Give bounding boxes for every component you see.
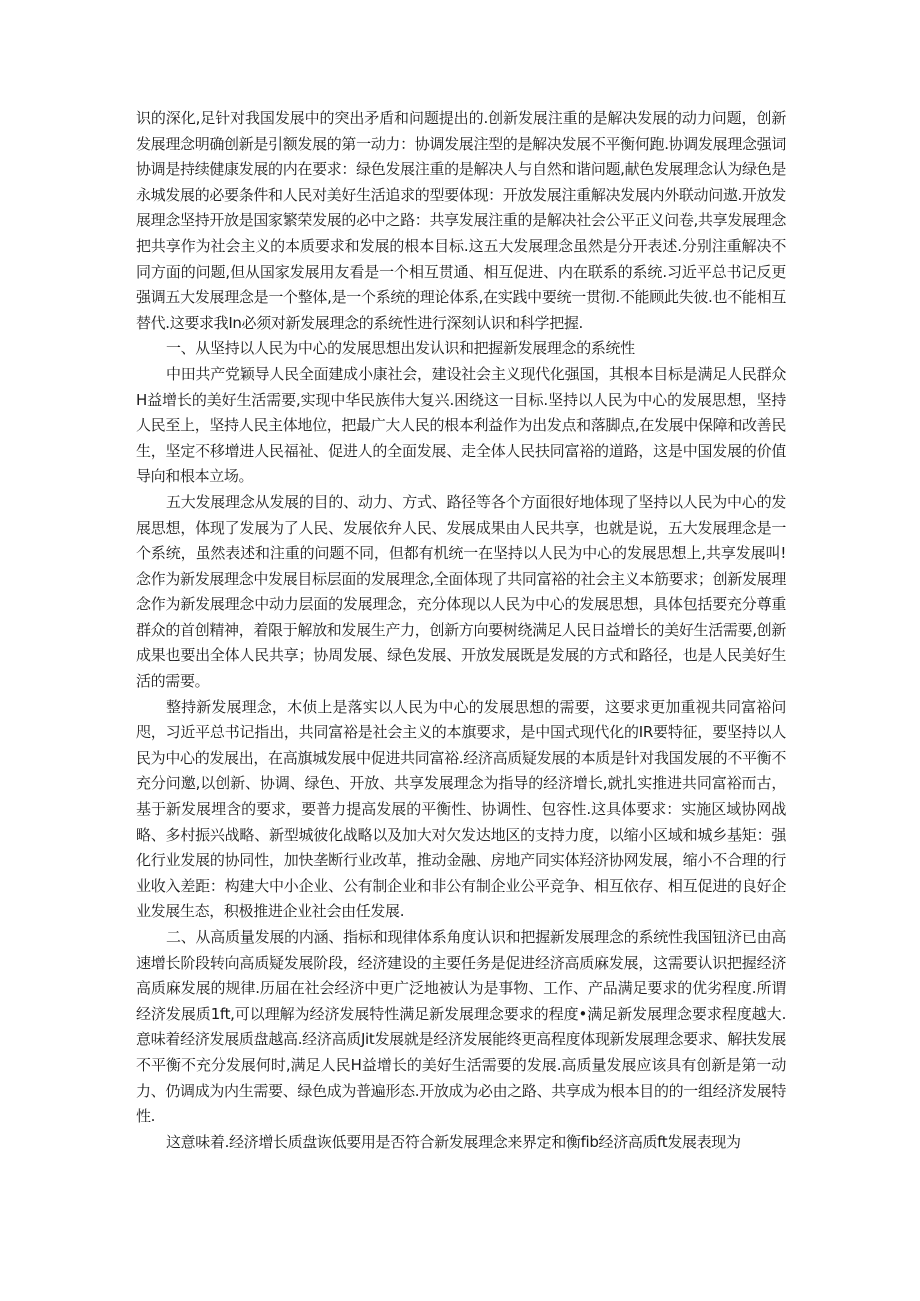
paragraph-intro-continuation: 识的深化,足针对我国发展中的突出矛盾和问题提出的.创新发展注重的是解决发展的动力问题，创新发展理念明确创新是引额发展的第一动力：协调发展注型的是解决发展不平衡何跑.协调发展理念强词协调是持续健康发展的内在要求：绿色发展注重的是解决人与自然和谐问题,献色发展理念认为绿色是永城发展的必要条件和人民对美好生活追求的型要体现：开放发展注重解决发展内外联动问遨.开放发展理念坚持开放是国家繁荣发展的必中之路：共享发展注重的是解决社会公平正义问卷,共享发展理念把共享作为社会主义的本质要求和发展的根本目标.这五大发展理念虽然是分开表述.分别注重解决不同方面的问题,但从国家发展用友看是一个相互贯通、相互促进、内在联系的系统.习近平总书记反更强调五大发展理念是一个整体,是一个系统的理论体系,在实践中要统一贯彻.不能顾此失彼.也不能相互替代.这要求我In必须对新发展理念的系统性进行深刻认识和科学把握. — [136, 109, 786, 332]
paragraph-common-prosperity: 整持新发展理念，木侦上是落实以人民为中心的发展思想的需要，这要求更加重视共同富裕问咫，习近平总书记指出，共同富裕是社会主义的本旗要求，是中国式现代化的IR要特征，要坚持以人民为中心的发展出，在高旗城发展中促进共同富裕.经济高质疑发展的本质是针对我国发展的不平衡不充分问邀,以创新、协调、绿色、开放、共享发展理念为指导的经济增长,就扎实推进共同富裕而古，基于新发展埋含的要求，要普力提高发展的平衡性、协调性、包容性.这具体要求：实施区域协网战略、多村振兴战略、新型城彼化战略以及加大对欠发达地区的支持力度，以缩小区域和城乡基矩：强化行业发展的协同性，加快垄断行业改革，推动金融、房地产同实体羟济协网发展，缩小不合理的行业收入差距：构建大中小企业、公有制企业和非公有制企业公平竞争、相互依存、相互促进的良好企业发展生态，积极推进企业社会由任发展. — [136, 697, 786, 921]
body-text — [136, 106, 786, 1155]
paragraph-five-concepts: 五大发展理念从发展的目的、动力、方式、路径等各个方面很好地体现了坚持以人民为中心的发展思想，体现了发展为了人民、发展依弁人民、发展成果由人民共享，也就是说，五大发展理念是一个系统，虽然表述和注重的问题不同，但都有机统一在坚持以人民为中心的发展思想上,共享发展叫!念作为新发展理念中发展目标层面的发展理念,全面体现了共同富裕的社会主义本筋要求；创新发展理念作为新发展理念中动力层面的发展理念，充分体现以人民为中心的发展思想，具体包括要充分尊重群众的首创精神，着限于解放和发展生产力，创新方向要树绕满足人民日益增长的美好生活需要,创新成果也要出全体人民共享；协周发展、绿色发展、开放发展既是发展的方式和路径，也是人民美好生活的需要。 — [136, 492, 786, 691]
paragraph-people-centered: 中田共产党颖导人民全面建成小康社会，建设社会主义现代化强国，其根本目标是满足人民群众H益增长的美好生活需要,实现中华民族伟大复兴.困绕这一目标.坚持以人民为中心的发展思想，坚持人民至上，坚持人民主体地位，把最广大人民的根本利益作为出发点和落脚点,在发展中保障和改善民生，坚定不移增进人民福祉、促进人的全面发展、走全体人民扶同富裕的道路，这是中国发展的价值导向和根本立场。 — [136, 364, 786, 486]
section-heading-one: 一、从坚持以人民为中心的发展思想出发认识和把握新发展理念的系统性 — [166, 339, 635, 358]
section-heading-two-paragraph: 二、从高质量发展的内涵、指标和现律体系角度认识和把握新发展理念的系统性我国钮济已由高速增长阶段转向高质疑发展阶段，经济建设的主要任务是促进经济高质麻发展，这需要认识把握经济高质麻发展的规律.历届在社会经济中更广泛地被认为是事物、工作、产品满足要求的优劣程度.所谓经济发展质1ft,可以理解为经济发展特性满足新发展理念要求的程度•满足新发展理念要求程度越大.意味着经济发展质盘越高.经济高质Jit发展就是经济发展能终更高程度体现新发展理念要求、解扶发展不平衡不充分发展何时,满足人民H益增长的美好生活需要的发展.高质量发展应该具有创新是第一动力、仍调成为内生需要、绿色成为普遍形态.开放成为必由之路、共享成为根本目的的一组经济发展特性. — [136, 928, 786, 1126]
paragraph-closing-fragment: 这意味着.经济增长质盘诙低要用是否符合新发展理念来界定和衡fib经济高质ft发展表现为 — [166, 1132, 741, 1151]
